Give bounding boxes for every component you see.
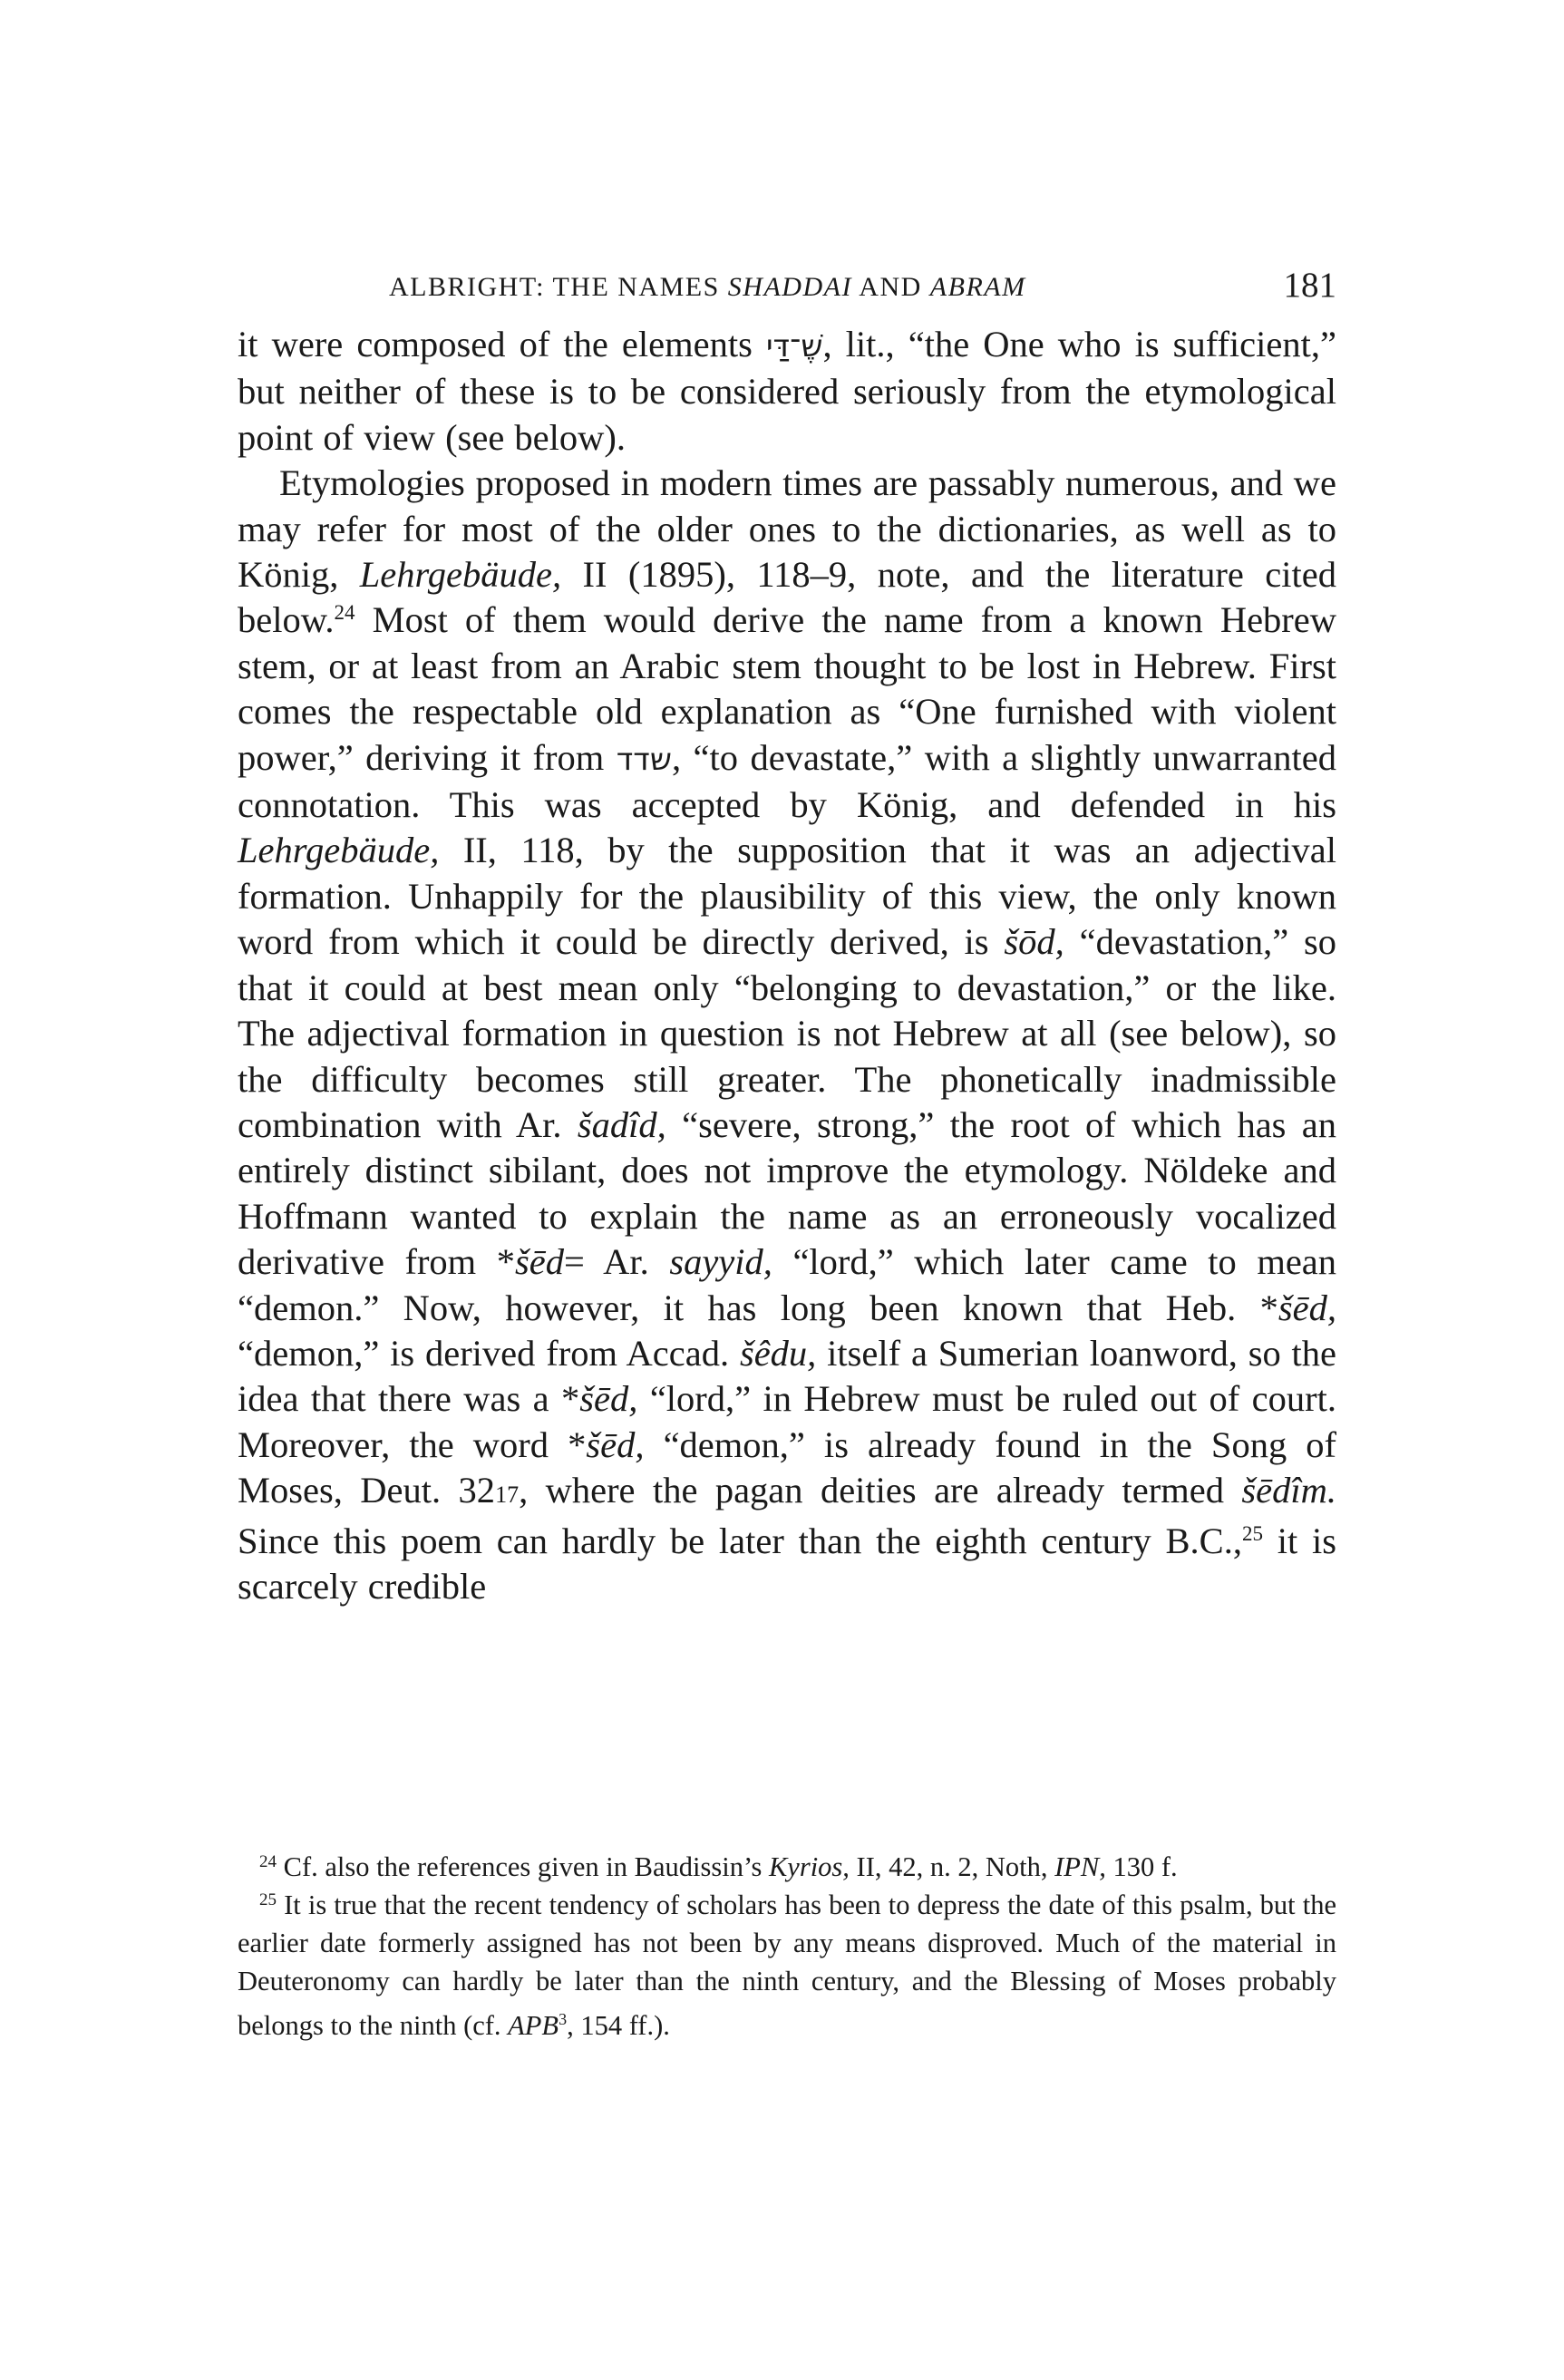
italic-term: šēdîm. <box>1241 1470 1336 1511</box>
text-run: Since this poem can hardly be later than the eighth century B.C., <box>238 1520 1242 1561</box>
page-number: 181 <box>1283 266 1336 305</box>
italic-term: šadîd, <box>577 1103 666 1145</box>
text-run: “lord,” which later came to mean “demon.” Now, however, it has long been known that Heb. * <box>238 1241 1337 1328</box>
running-head-conjunction: AND <box>859 272 922 302</box>
text-run: II, 118, by the supposition that it was an adjectival formation. Unhappily for the plausibility of this view, the only known word from which it could be directly derived, is <box>238 830 1337 963</box>
body-text <box>238 322 1336 1609</box>
running-head-name-shaddai: SHADDAI <box>727 272 852 302</box>
footnote-24 <box>238 1848 1336 1886</box>
italic-term: šōd, <box>1004 921 1064 963</box>
footnotes <box>238 1848 1336 2045</box>
running-head-name-abram: ABRAM <box>929 272 1026 302</box>
text-run: it were composed of the elements <box>238 324 753 364</box>
text-run: “demon,” is derived from Accad. <box>238 1332 730 1374</box>
italic-title: Kyrios, <box>768 1851 850 1882</box>
italic-term: šēd, <box>579 1378 638 1420</box>
italic-term: šēd, <box>1277 1287 1336 1328</box>
footnote-ref-25: 25 <box>1241 1521 1263 1545</box>
text-run: Etymologies proposed in modern times are passably numerous, and we may refer for most of the older ones to the dictionaries, as well as to König, <box>238 462 1336 596</box>
italic-term: šēd, <box>586 1423 645 1465</box>
text-run: , 154 ff.). <box>567 2010 670 2042</box>
page <box>238 0 1336 2380</box>
text-run: It is true that the recent tendency of scholars has been to depress the date of this psalm, but the earlier date formerly assigned has not been by any means disproved. Much of the material in Deuteronomy can hardly be later than the ninth century, and the Blessing of Moses probably belongs to the ninth (cf. <box>238 1889 1337 2042</box>
text-run: , lit., “the One who is sufficient,” but neither of these is to be considered seriously from the etymological point of view (see below). <box>238 324 1336 458</box>
italic-title: Lehrgebäude, <box>238 830 440 871</box>
paragraph-2 <box>238 461 1336 1609</box>
italic-term: sayyid, <box>669 1241 772 1283</box>
footnote-ref-24: 24 <box>334 601 355 625</box>
running-head-title <box>389 272 1026 303</box>
text-run: itself a Sumerian loanword, so the idea that there was a * <box>238 1332 1337 1420</box>
running-head-author: ALBRIGHT: THE NAMES <box>389 272 720 302</box>
text-run: II, 42, n. 2, Noth, <box>856 1851 1048 1882</box>
italic-title: APB <box>508 2010 559 2042</box>
hebrew-word: שדד <box>616 741 672 778</box>
italic-term: šēd <box>514 1241 564 1283</box>
edition-superscript: 3 <box>559 2010 568 2028</box>
text-run: Most of them would derive the name from a known Hebrew stem, or at least from an Arabic stem thought to be lost in Hebrew. First comes the respectable old explanation as “One furnished with violent power,” deriving it from <box>238 599 1337 778</box>
italic-term: šêdu, <box>739 1332 817 1374</box>
paragraph-1 <box>238 322 1336 461</box>
footnote-25 <box>238 1886 1336 2045</box>
text-run: “lord,” in Hebrew must be ruled out of court. Moreover, the word * <box>238 1378 1336 1465</box>
text-run: “severe, strong,” the root of which has an entirely distinct sibilant, does not improve the etymology. Nöldeke and Hoffmann wanted to explain the name as an erroneously vocalized derivative from * <box>238 1103 1336 1283</box>
italic-title: IPN, <box>1054 1851 1106 1882</box>
footnote-mark: 24 <box>259 1852 277 1871</box>
verse-number: 17 <box>495 1481 520 1509</box>
text-run: = Ar. <box>563 1241 649 1283</box>
hebrew-word: שֶׁ־דַּי <box>765 328 823 364</box>
text-run: “devastation,” so that it could at best mean only “belonging to devastation,” or the like. The adjectival formation in question is not Hebrew at all (see below), so the difficulty becomes still greater. The phonetically inadmissible combination with Ar. <box>238 921 1337 1145</box>
text-run: II (1895), 118–9, note, and the literature cited below. <box>238 554 1336 641</box>
text-run: it is scarcely credible <box>238 1520 1336 1607</box>
text-run: 130 f. <box>1112 1851 1178 1882</box>
footnote-mark: 25 <box>259 1890 277 1909</box>
text-run: “demon,” is already found in the Song of Moses, Deut. 32 <box>238 1423 1337 1511</box>
text-run: , “to devastate,” with a slightly unwarranted connotation. This was accepted by König, and defended in his <box>238 736 1337 826</box>
text-run: , where the pagan deities are already termed <box>519 1470 1224 1511</box>
text-run: Cf. also the references given in Baudissin’s <box>283 1851 763 1882</box>
running-head <box>238 265 1336 310</box>
italic-title: Lehrgebäude, <box>359 554 562 596</box>
